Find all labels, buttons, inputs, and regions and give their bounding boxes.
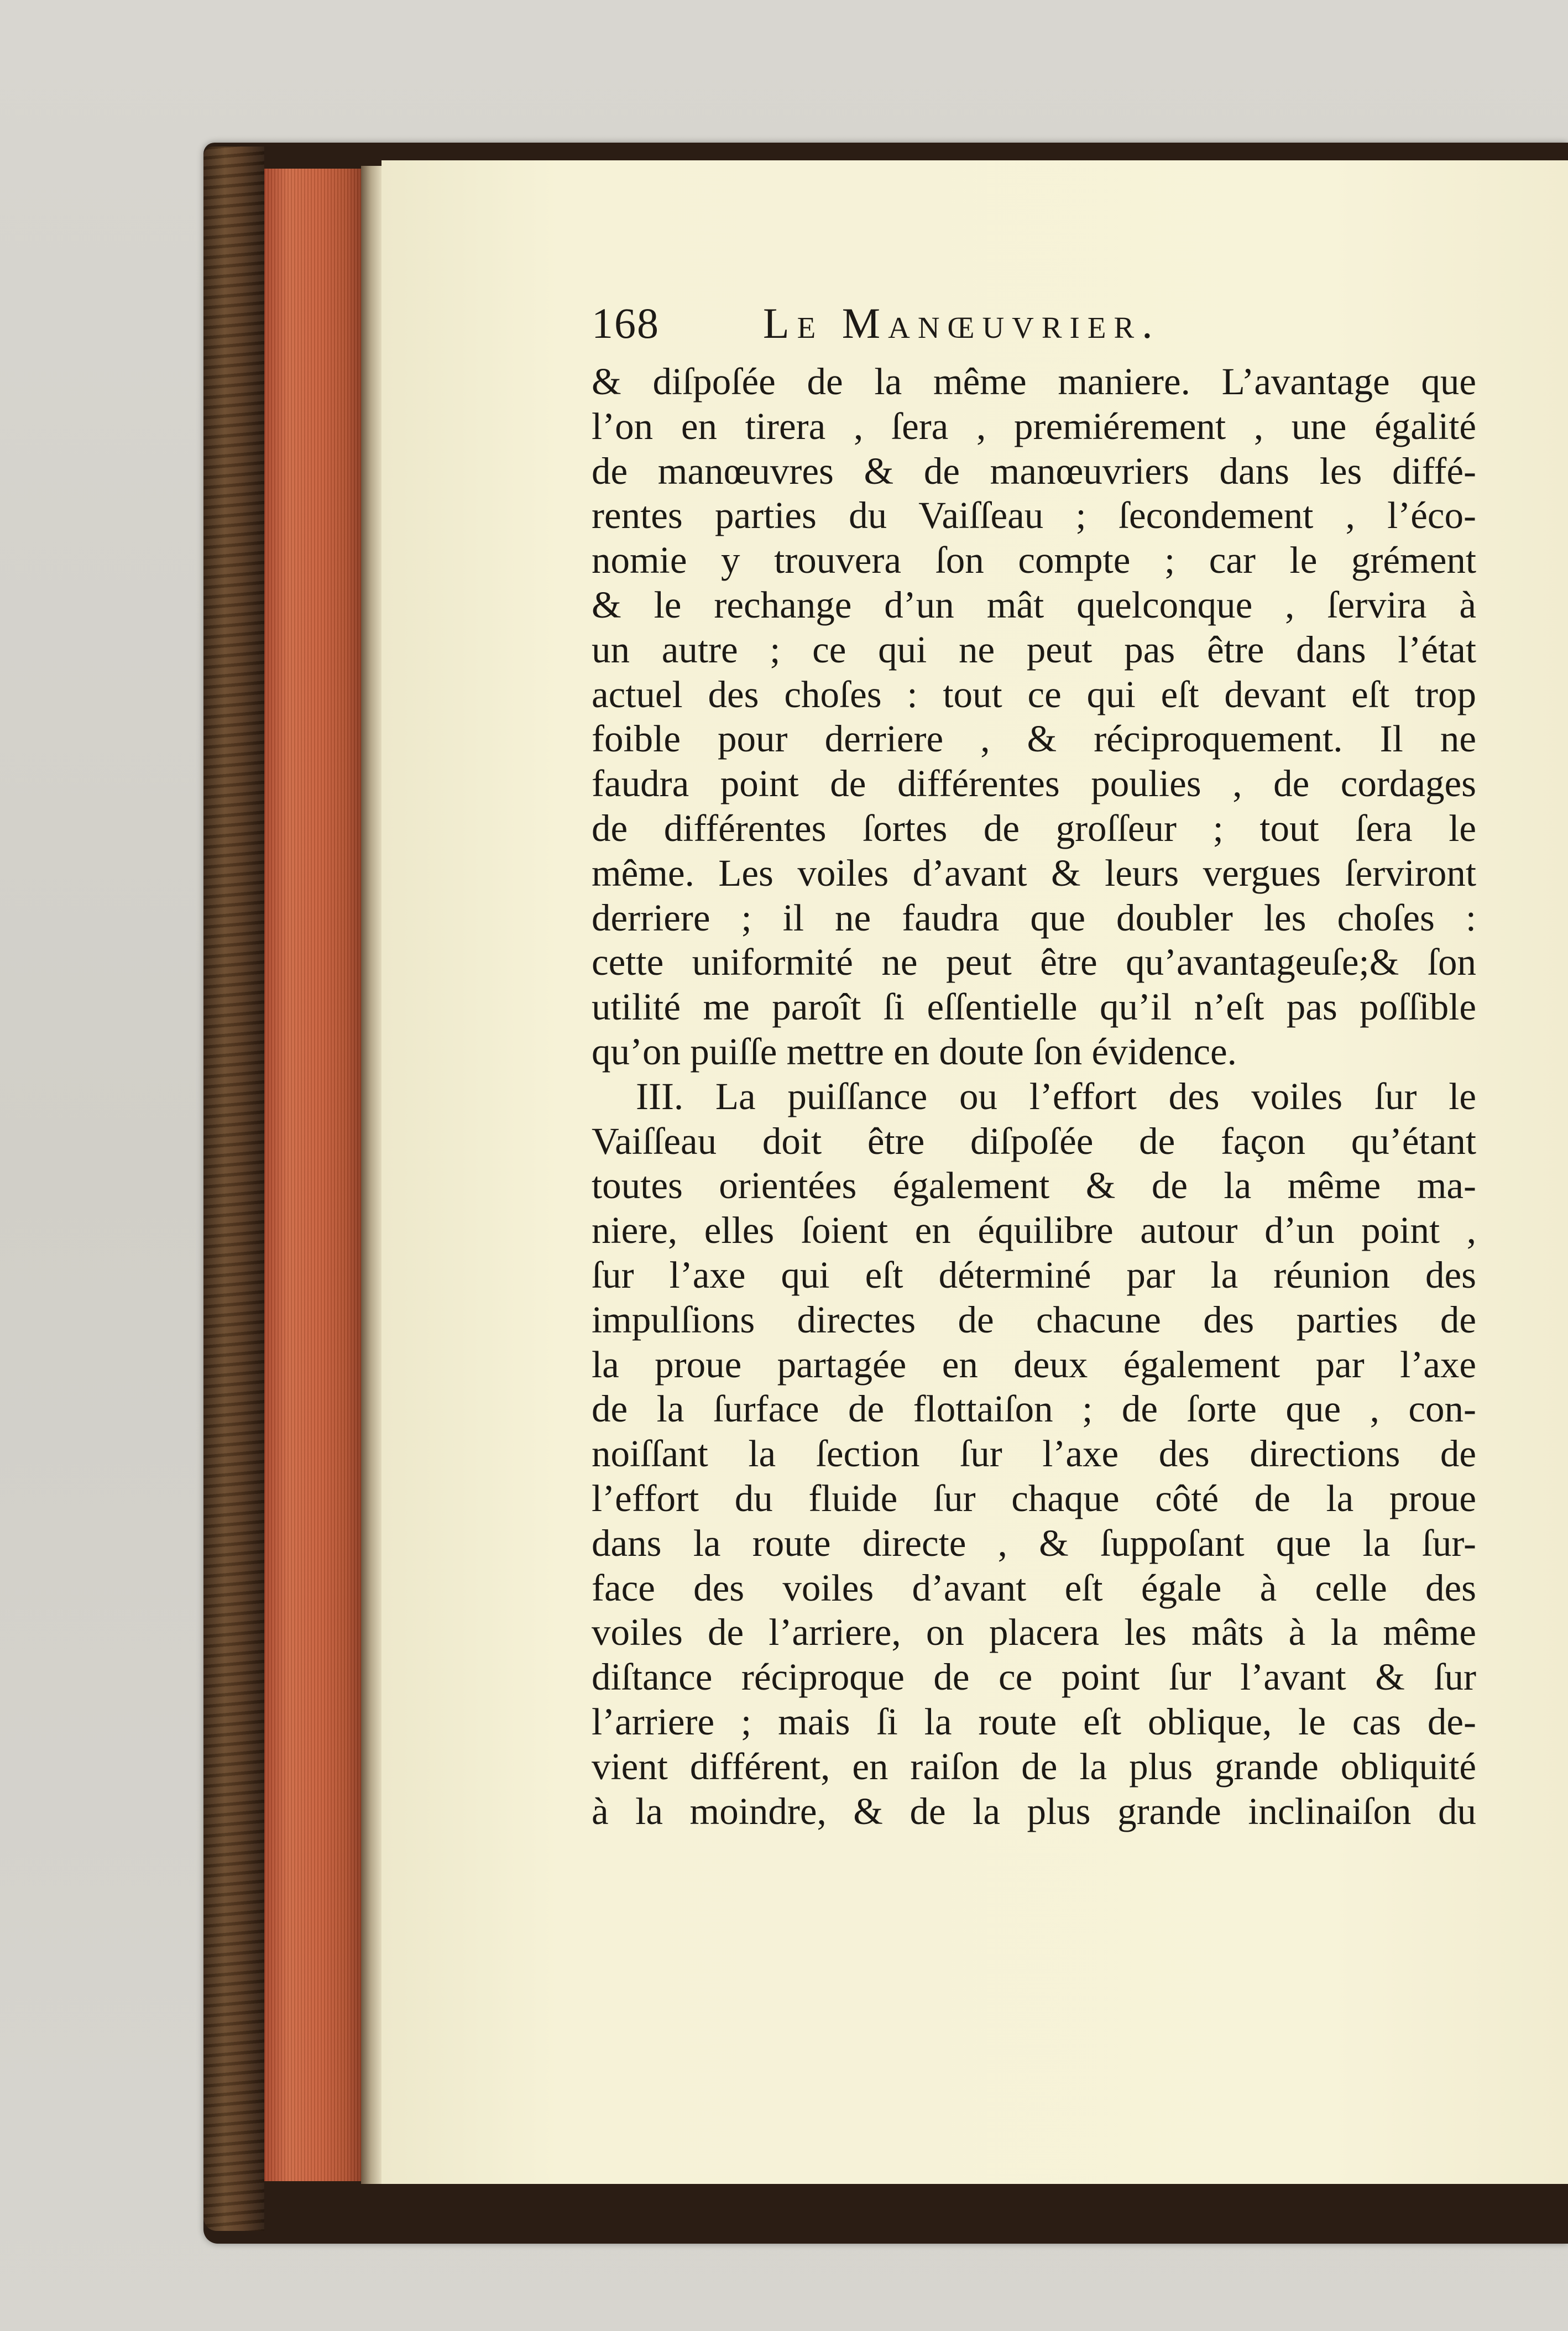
text-line: rentes parties du Vaiſſeau ; ſecondement , l’éco-	[592, 494, 1476, 537]
text-line: Vaiſſeau doit être diſpoſée de façon qu’étant	[592, 1120, 1476, 1162]
text-line: dans la route directe , & ſuppoſant que la ſur-	[592, 1522, 1476, 1564]
leather-cover-edge	[203, 147, 264, 2231]
text-line: foible pour derriere , & réciproquement. Il ne	[592, 718, 1476, 760]
text-line: l’arriere ; mais ſi la route eſt oblique, le cas de-	[592, 1700, 1476, 1743]
text-line: face des voiles d’avant eſt égale à celle des	[592, 1566, 1476, 1609]
text-line: nomie y trouvera ſon compte ; car le grément	[592, 539, 1476, 582]
text-line: de manœuvres & de manœuvriers dans les diffé-	[592, 450, 1476, 492]
text-line: derriere ; il ne faudra que doubler les choſes :	[592, 896, 1476, 939]
text-line: & le rechange d’un mât quelconque , ſervira à	[592, 583, 1476, 626]
text-line: actuel des choſes : tout ce qui eſt devant eſt trop	[592, 673, 1476, 715]
text-line: faudra point de différentes poulies , de cordages	[592, 762, 1476, 805]
text-line: vient différent, en raiſon de la plus grande obliquité	[592, 1745, 1476, 1788]
text-line: noiſſant la ſection ſur l’axe des directions de	[592, 1433, 1476, 1475]
text-line: un autre ; ce qui ne peut pas être dans l’état	[592, 628, 1476, 671]
running-title: Le Manœuvrier.	[763, 299, 1161, 347]
text-line: niere, elles ſoient en équilibre autour d’un point ,	[592, 1209, 1476, 1252]
running-head	[592, 299, 1476, 365]
text-line: à la moindre, & de la plus grande inclinaiſon du	[592, 1790, 1476, 1832]
red-page-edges	[264, 169, 361, 2181]
text-line: de la ſurface de flottaiſon ; de ſorte que , con-	[592, 1388, 1476, 1430]
text-line: l’on en tirera , ſera , premiérement , une égalité	[592, 405, 1476, 447]
text-line: ſur l’axe qui eſt déterminé par la réunion des	[592, 1253, 1476, 1296]
text-line: voiles de l’arriere, on placera les mâts à la même	[592, 1611, 1476, 1654]
page-number: 168	[592, 299, 660, 347]
text-line: de différentes ſortes de groſſeur ; tout ſera le	[592, 807, 1476, 849]
text-line: impulſions directes de chacune des parties de	[592, 1298, 1476, 1341]
text-body	[592, 359, 1476, 1833]
text-line: & diſpoſée de la même maniere. L’avantage que	[592, 360, 1476, 403]
text-line: qu’on puiſſe mettre en doute ſon évidence.	[592, 1030, 1237, 1073]
text-line: cette uniformité ne peut être qu’avantageuſe;& ſon	[592, 941, 1476, 984]
text-line: utilité me paroît ſi eſſentielle qu’il n’eſt pas poſſible	[592, 986, 1476, 1028]
text-line: toutes orientées également & de la même ma-	[592, 1164, 1476, 1207]
text-line: même. Les voiles d’avant & leurs vergues ſerviront	[592, 851, 1476, 894]
text-line: l’effort du fluide ſur chaque côté de la proue	[592, 1477, 1476, 1519]
page-gutter	[361, 166, 383, 2184]
text-line: la proue partagée en deux également par l’axe	[592, 1343, 1476, 1386]
paragraph-start-line: III. La puiſſance ou l’effort des voiles ſur le	[636, 1075, 1476, 1117]
text-line: diſtance réciproque de ce point ſur l’avant & ſur	[592, 1656, 1476, 1698]
